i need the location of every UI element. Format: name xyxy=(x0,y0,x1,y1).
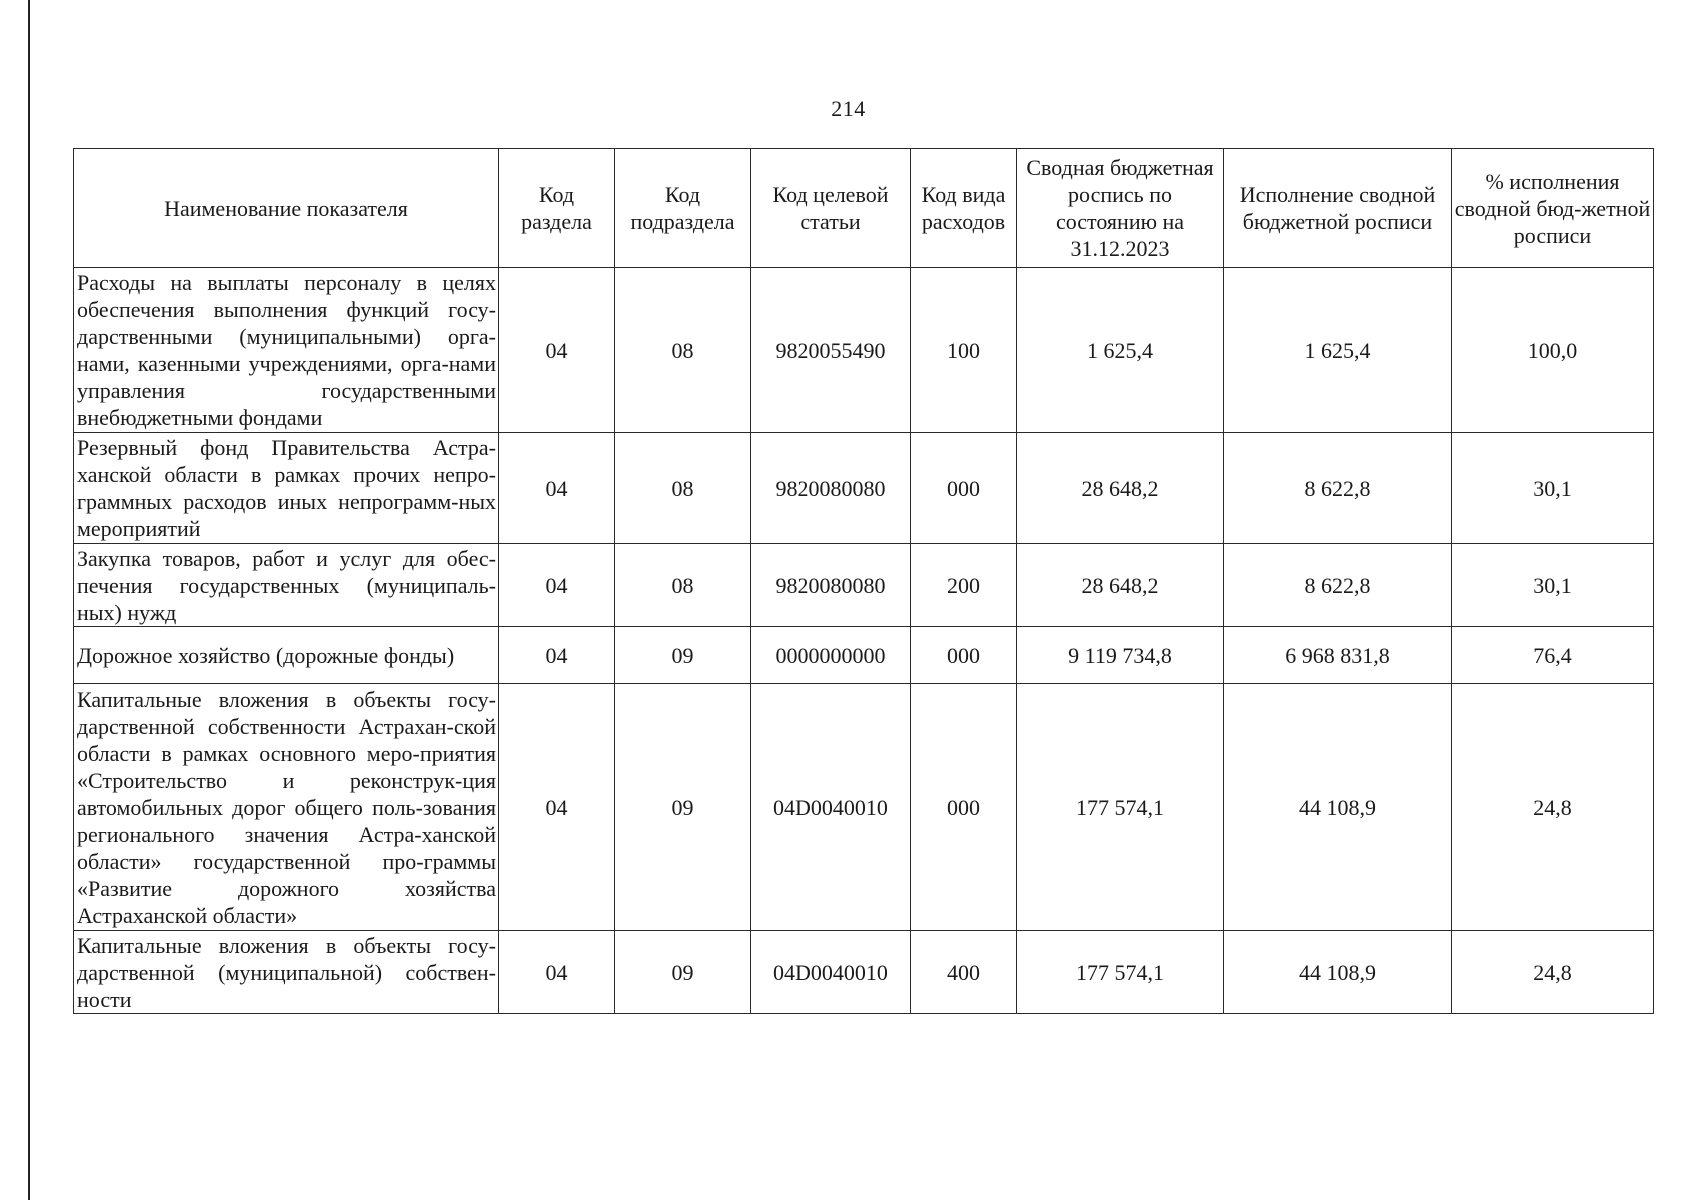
table-header-row xyxy=(74,149,1654,268)
execution-percent: 24,8 xyxy=(1452,684,1654,931)
section-code: 04 xyxy=(499,684,615,931)
subsection-code: 09 xyxy=(615,931,751,1014)
planned-amount: 9 119 734,8 xyxy=(1017,627,1224,684)
execution-percent: 30,1 xyxy=(1452,433,1654,544)
table-row xyxy=(74,268,1654,433)
target-code: 9820080080 xyxy=(751,433,911,544)
subsection-code: 08 xyxy=(615,544,751,627)
header-execution-percent: % исполнения сводной бюд-жетной росписи xyxy=(1452,149,1654,268)
executed-amount: 44 108,9 xyxy=(1224,931,1452,1014)
indicator-name: Капитальные вложения в объекты госу-дарственной (муниципальной) собствен-ности xyxy=(74,931,499,1014)
executed-amount: 8 622,8 xyxy=(1224,433,1452,544)
planned-amount: 28 648,2 xyxy=(1017,544,1224,627)
execution-percent: 30,1 xyxy=(1452,544,1654,627)
header-subsection-code: Код подраздела xyxy=(615,149,751,268)
table-row xyxy=(74,931,1654,1014)
header-target-code: Код целевой статьи xyxy=(751,149,911,268)
header-indicator-name: Наименование показателя xyxy=(74,149,499,268)
table-row xyxy=(74,544,1654,627)
planned-amount: 177 574,1 xyxy=(1017,684,1224,931)
budget-execution-table xyxy=(73,148,1654,1014)
expense-type-code: 100 xyxy=(911,268,1017,433)
section-code: 04 xyxy=(499,433,615,544)
subsection-code: 08 xyxy=(615,433,751,544)
executed-amount: 8 622,8 xyxy=(1224,544,1452,627)
execution-percent: 76,4 xyxy=(1452,627,1654,684)
indicator-name: Резервный фонд Правительства Астра-ханской области в рамках прочих непро-граммных расходов иных непрограмм-ных мероприятий xyxy=(74,433,499,544)
planned-amount: 1 625,4 xyxy=(1017,268,1224,433)
execution-percent: 100,0 xyxy=(1452,268,1654,433)
subsection-code: 08 xyxy=(615,268,751,433)
indicator-name: Дорожное хозяйство (дорожные фонды) xyxy=(74,627,499,684)
subsection-code: 09 xyxy=(615,684,751,931)
indicator-name: Расходы на выплаты персоналу в целях обеспечения выполнения функций госу-дарственными (муниципальными) орга-нами, казенными учреждениями, орга-нами управления государственными внебюджетными фондами xyxy=(74,268,499,433)
header-section-code: Код раздела xyxy=(499,149,615,268)
subsection-code: 09 xyxy=(615,627,751,684)
table-row xyxy=(74,627,1654,684)
scan-edge-line xyxy=(28,0,30,1200)
executed-amount: 1 625,4 xyxy=(1224,268,1452,433)
executed-amount: 6 968 831,8 xyxy=(1224,627,1452,684)
table-row xyxy=(74,433,1654,544)
target-code: 04D0040010 xyxy=(751,931,911,1014)
indicator-name: Капитальные вложения в объекты госу-дарственной собственности Астрахан-ской области в рамках основного меро-приятия «Строительство и реконструк-ция автомобильных дорог общего поль-зования регионального значения Астра-ханской области» государственной про-граммы «Развитие дорожного хозяйства Астраханской области» xyxy=(74,684,499,931)
planned-amount: 177 574,1 xyxy=(1017,931,1224,1014)
section-code: 04 xyxy=(499,544,615,627)
expense-type-code: 000 xyxy=(911,627,1017,684)
section-code: 04 xyxy=(499,931,615,1014)
target-code: 9820055490 xyxy=(751,268,911,433)
target-code: 04D0040010 xyxy=(751,684,911,931)
page-number: 214 xyxy=(831,96,866,121)
execution-percent: 24,8 xyxy=(1452,931,1654,1014)
table-row xyxy=(74,684,1654,931)
expense-type-code: 000 xyxy=(911,433,1017,544)
expense-type-code: 400 xyxy=(911,931,1017,1014)
target-code: 9820080080 xyxy=(751,544,911,627)
section-code: 04 xyxy=(499,627,615,684)
planned-amount: 28 648,2 xyxy=(1017,433,1224,544)
header-expense-type-code: Код вида расходов xyxy=(911,149,1017,268)
header-planned-budget: Сводная бюджетная роспись по состоянию на 31.12.2023 xyxy=(1017,149,1224,268)
indicator-name: Закупка товаров, работ и услуг для обес-печения государственных (муниципаль-ных) нужд xyxy=(74,544,499,627)
expense-type-code: 000 xyxy=(911,684,1017,931)
section-code: 04 xyxy=(499,268,615,433)
target-code: 0000000000 xyxy=(751,627,911,684)
header-executed-budget: Исполнение сводной бюджетной росписи xyxy=(1224,149,1452,268)
expense-type-code: 200 xyxy=(911,544,1017,627)
executed-amount: 44 108,9 xyxy=(1224,684,1452,931)
